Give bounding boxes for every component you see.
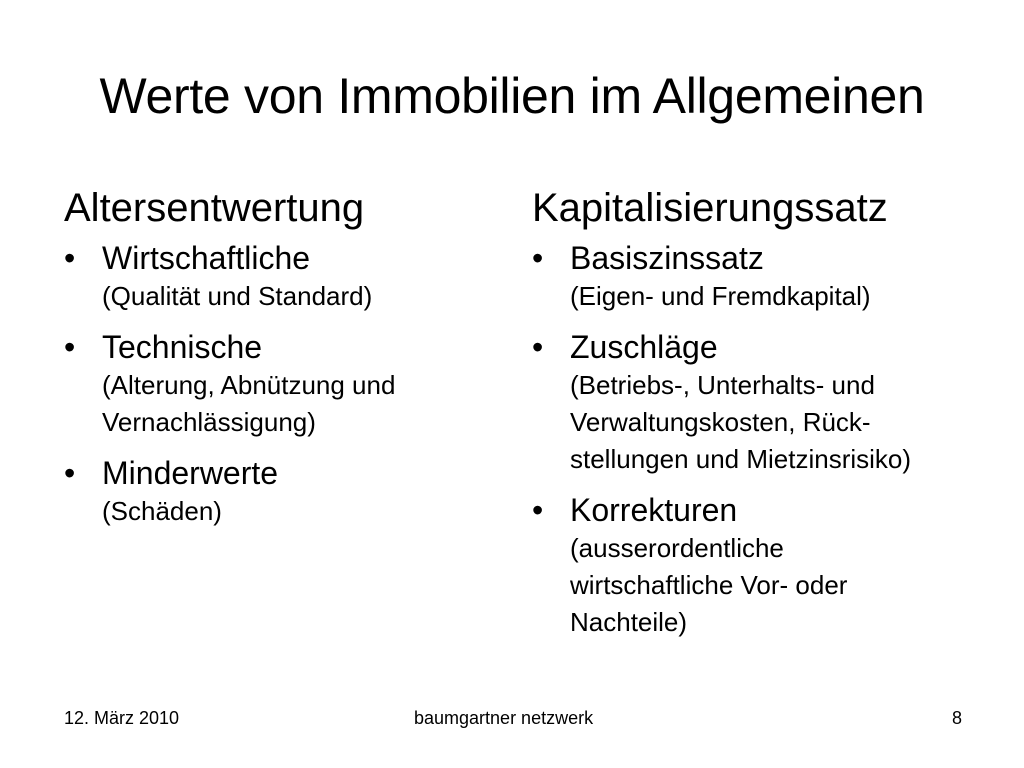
left-column	[64, 182, 504, 542]
list-item-title: Minderwerte	[102, 455, 279, 491]
left-bullet-list	[64, 238, 504, 530]
list-item-title: Wirtschaftliche	[102, 240, 311, 276]
bullet-icon: •	[64, 240, 76, 276]
list-item-detail: (Betriebs-, Unterhalts- und Verwaltungskosten, Rück-stellungen und Mietzinsrisiko)	[570, 370, 912, 474]
footer-author: baumgartner netzwerk	[414, 708, 594, 728]
bullet-icon: •	[64, 329, 76, 365]
bullet-icon: •	[64, 455, 76, 491]
list-item-detail: (Schäden)	[102, 496, 222, 526]
list-item	[64, 327, 504, 441]
list-item-title: Technische	[102, 329, 263, 365]
bullet-icon: •	[532, 329, 544, 365]
list-item-detail: (ausserordentliche wirtschaftliche Vor- oder Nachteile)	[570, 533, 848, 637]
list-item	[64, 238, 504, 315]
bullet-icon: •	[532, 492, 544, 528]
right-column-heading: Kapitalisierungssatz	[532, 186, 888, 230]
footer-date: 12. März 2010	[64, 708, 180, 728]
bullet-icon: •	[532, 240, 544, 276]
right-bullet-list	[532, 238, 952, 641]
list-item-title: Basiszinssatz	[570, 240, 764, 276]
slide-title: Werte von Immobilien im Allgemeinen	[99, 68, 925, 124]
right-column	[532, 182, 952, 653]
list-item-title: Zuschläge	[570, 329, 718, 365]
list-item-detail: (Eigen- und Fremdkapital)	[570, 281, 871, 311]
list-item-detail: (Qualität und Standard)	[102, 281, 373, 311]
list-item	[532, 490, 952, 641]
left-column-heading: Altersentwertung	[64, 186, 365, 230]
list-item	[532, 327, 952, 478]
list-item-title: Korrekturen	[570, 492, 738, 528]
list-item-detail: (Alterung, Abnützung und Vernachlässigung)	[102, 370, 396, 437]
list-item	[64, 453, 504, 530]
list-item	[532, 238, 952, 315]
page-number: 8	[951, 708, 962, 728]
